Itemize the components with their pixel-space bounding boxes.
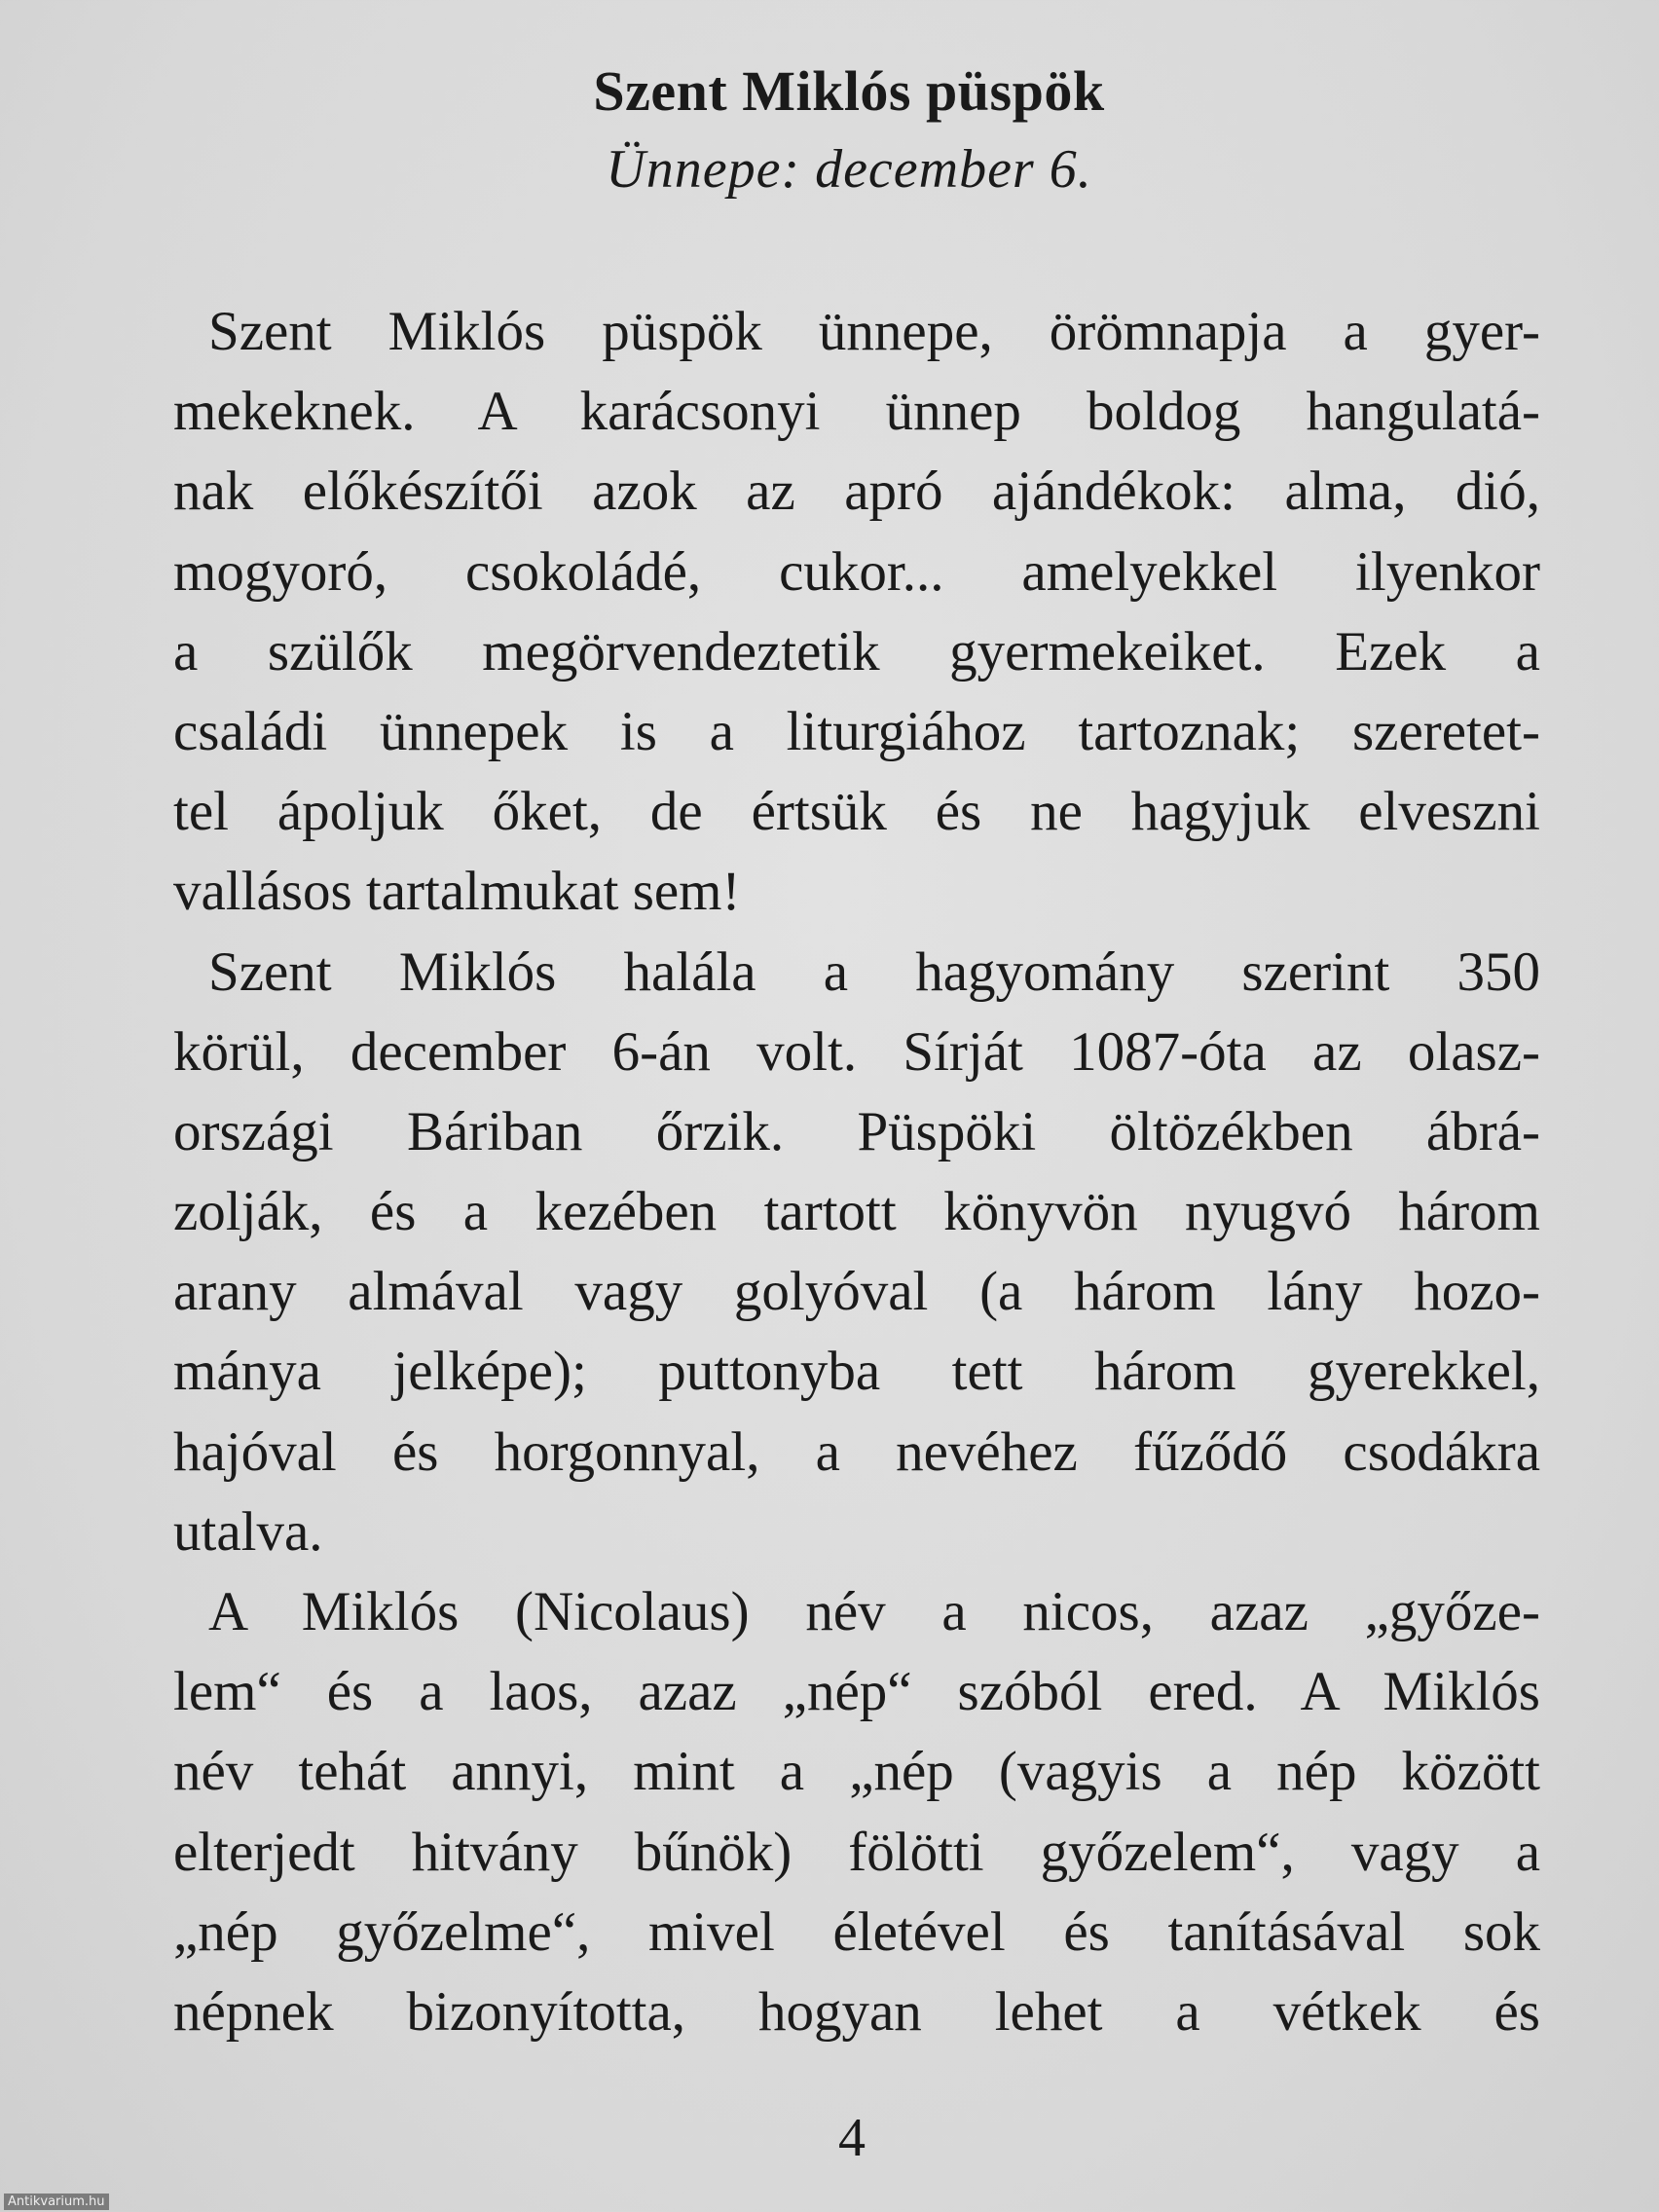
- page-number: 4: [838, 2108, 866, 2168]
- text-line: A Miklós (Nicolaus) név a nicos, azaz „győze-: [208, 1581, 1540, 1642]
- text-line: vallásos tartalmukat sem!: [173, 861, 741, 923]
- text-line: mánya jelképe); puttonyba tett három gyerekkel,: [173, 1341, 1540, 1403]
- text-line: országi Báriban őrzik. Püspöki öltözékben ábrá-: [173, 1100, 1540, 1162]
- text-line: mogyoró, csokoládé, cukor... amelyekkel ilyenkor: [173, 540, 1540, 603]
- text-line: arany almával vagy golyóval (a három lány hozo-: [173, 1261, 1540, 1323]
- watermark: Antikvarium.hu: [4, 2194, 109, 2210]
- text-line: Szent Miklós püspök ünnepe, örömnapja a gyer-: [208, 301, 1540, 362]
- text-line: lem“ és a laos, azaz „nép“ szóból ered. A Miklós: [173, 1661, 1540, 1723]
- text-line: a szülők megörvendeztetik gyermekeiket. Ezek a: [173, 620, 1540, 682]
- text-line: mekeknek. A karácsonyi ünnep boldog hangulatá-: [173, 381, 1540, 443]
- text-line: utalva.: [173, 1500, 323, 1563]
- body-text: [173, 292, 1540, 2052]
- text-line: „nép győzelme“, mivel életével és tanításával sok: [173, 1900, 1540, 1963]
- text-line: népnek bizonyította, hogyan lehet a vétkek és: [173, 1980, 1540, 2043]
- text-line: hajóval és horgonnyal, a nevéhez fűződő csodákra: [173, 1420, 1540, 1483]
- page-title: Szent Miklós püspök: [593, 59, 1105, 123]
- text-line: családi ünnepek is a liturgiához tartoznak; szeretet-: [173, 700, 1540, 762]
- text-line: körül, december 6-án volt. Sírját 1087-óta az olasz-: [173, 1020, 1540, 1083]
- text-line: Szent Miklós halála a hagyomány szerint 350: [208, 940, 1540, 1003]
- text-line: elterjedt hitvány bűnök) fölötti győzelem“, vagy a: [173, 1821, 1540, 1883]
- feast-day-subtitle: Ünnepe: december 6.: [606, 139, 1092, 200]
- text-line: zolják, és a kezében tartott könyvön nyugvó három: [173, 1181, 1540, 1243]
- text-line: tel ápoljuk őket, de értsük és ne hagyjuk elveszni: [173, 781, 1540, 843]
- text-line: nak előkészítői azok az apró ajándékok: alma, dió,: [173, 461, 1540, 523]
- text-line: név tehát annyi, mint a „nép (vagyis a nép között: [173, 1741, 1540, 1803]
